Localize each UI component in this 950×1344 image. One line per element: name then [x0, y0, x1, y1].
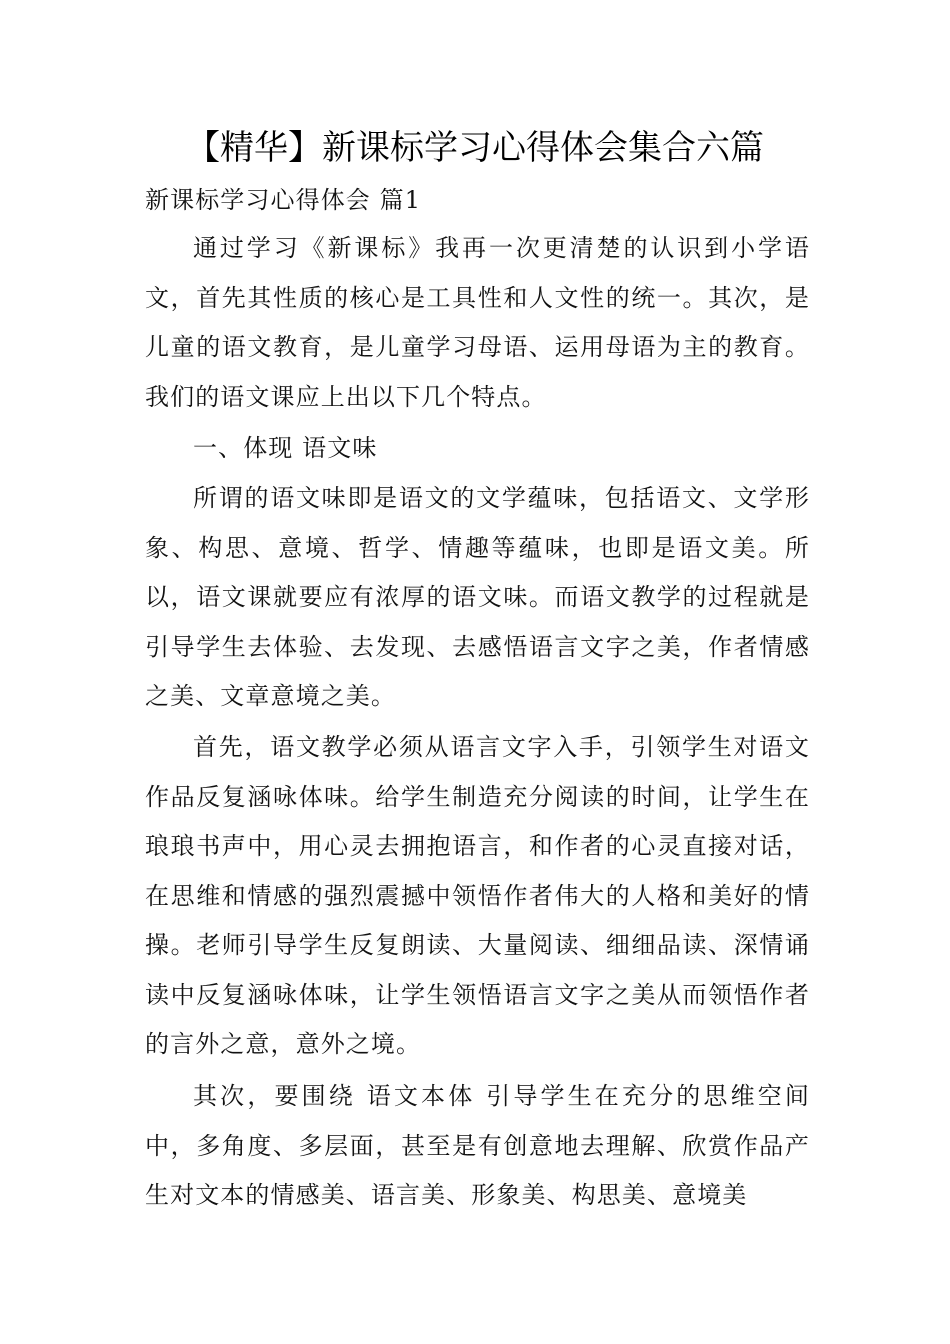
paragraph: 首先，语文教学必须从语言文字入手，引领学生对语文作品反复涵咏体味。给学生制造充分阅读的时间，让学生在琅琅书声中，用心灵去拥抱语言，和作者的心灵直接对话，在思维和情感的强烈震撼中领悟作者伟大的人格和美好的情操。老师引导学生反复朗读、大量阅读、细细品读、深情诵读中反复涵咏体味，让学生领悟语言文字之美从而领悟作者的言外之意，意外之境。	[145, 733, 810, 1058]
document-title: 【精华】新课标学习心得体会集合六篇	[186, 128, 764, 168]
paragraph: 其次，要围绕 语文本体 引导学生在充分的思维空间中，多角度、多层面，甚至是有创意地去理解、欣赏作品产生对文本的情感美、语言美、形象美、构思美、意境美	[145, 1082, 810, 1209]
paragraph: 所谓的语文味即是语文的文学蕴味，包括语文、文学形象、构思、意境、哲学、情趣等蕴味，也即是语文美。所以，语文课就要应有浓厚的语文味。而语文教学的过程就是引导学生去体验、去发现、去感悟语言文字之美，作者情感之美、文章意境之美。	[145, 484, 810, 710]
paragraph: 通过学习《新课标》我再一次更清楚的认识到小学语文，首先其性质的核心是工具性和人文性的统一。其次，是儿童的语文教育，是儿童学习母语、运用母语为主的教育。我们的语文课应上出以下几个特点。	[145, 234, 810, 411]
section-subtitle: 新课标学习心得体会 篇1	[145, 186, 422, 214]
section-heading: 一、体现 语文味	[193, 434, 378, 462]
